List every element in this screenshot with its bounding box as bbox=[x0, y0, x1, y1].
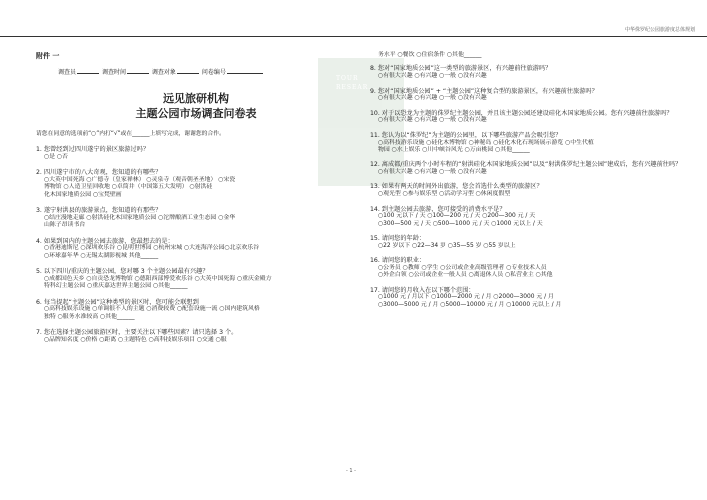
question-options[interactable]: ○有很大兴趣 ○有兴趣 ○一般 ○没有兴趣 bbox=[378, 73, 487, 80]
question-options[interactable]: ○有很大兴趣 ○有兴趣 ○一般 ○没有兴趣 bbox=[378, 169, 487, 175]
survey-info-row bbox=[58, 69, 356, 77]
question-9 bbox=[370, 257, 690, 280]
question-1 bbox=[36, 146, 356, 161]
question-options[interactable]: ○高科技娱乐设施 ○单调很不人的主题 ○消费较费 ○配套设施一流 ○国内建筑风格 bbox=[44, 306, 260, 313]
number-blank[interactable] bbox=[227, 73, 263, 74]
question-text: 7. 您在选择主题公园旅游区时，主要关注以下哪些因素？请只选择 3 个。 bbox=[36, 329, 238, 337]
question-text: 8. 您对“国家地质公园”这一类型的旅游景区，有兴趣前往旅游吗？ bbox=[370, 65, 552, 73]
question-text: 16. 请问您的职业： bbox=[370, 257, 426, 265]
question-text: 4. 如果到国内的主题公园去旅游，您最想去的是： bbox=[36, 237, 174, 245]
running-header: 中华侏罗纪公园旅游度总体规划 bbox=[624, 27, 695, 33]
question-2 bbox=[370, 88, 690, 103]
target-label: 调查对象 bbox=[151, 68, 176, 76]
question-7 bbox=[36, 329, 356, 344]
question-3 bbox=[36, 207, 356, 230]
question-text: 17. 请问您的月收入在以下哪个范围： bbox=[370, 286, 475, 294]
question-options[interactable]: ○有很大兴趣 ○有兴趣 ○一般 ○没有兴趣 bbox=[378, 95, 487, 102]
question-options[interactable]: 博物馆 ○人造卫星回收地 ○卓筒井（中国第五大发明） ○射洪硅 bbox=[44, 184, 213, 191]
question-options[interactable]: ○3000—5000 元 / 月 ○5000—10000 元 / 月 ○10000 元以上 / 月 bbox=[378, 301, 562, 308]
question-options[interactable]: ○1000 元 / 月以下 ○1000—2000 元 / 月 ○2000—3000 元 / 月 bbox=[378, 294, 554, 301]
question-options[interactable]: ○品牌知名度 ○价格 ○距离 ○主题特色 ○高科技娱乐项目 ○交通 ○服 bbox=[44, 336, 227, 343]
attachment-label: 附件 一 bbox=[36, 52, 60, 60]
question-text: 11. 您认为以“侏罗纪”为主题的公园里，以下哪些旅游产品会吸引您？ bbox=[370, 131, 562, 139]
question-options[interactable]: ○香港迪斯尼 ○深圳欢乐谷 ○昆明世博园 ○杭州宋城 ○大连海洋公园○北京欢乐谷 bbox=[44, 245, 260, 252]
question-7 bbox=[370, 206, 690, 229]
question-5 bbox=[36, 268, 356, 291]
question-options[interactable]: 山陈子昂读书台 bbox=[44, 222, 86, 229]
header-rule bbox=[0, 36, 707, 37]
surveyor-blank[interactable] bbox=[77, 73, 99, 74]
left-question-list bbox=[36, 146, 356, 344]
question-text: 6. 每当提起“主题公园”这种类型的景区时，您可能会联想到 bbox=[36, 298, 199, 306]
question-text: 1. 您曾经到过四川遂宁的景区旅游过吗？ bbox=[36, 146, 150, 154]
question-options[interactable]: ○公务员 ○教师 ○学生 ○公司或企业高级管理者 ○专业技术人员 bbox=[378, 264, 547, 271]
surveyor-label: 调查员 bbox=[58, 68, 77, 76]
question-1 bbox=[370, 65, 690, 80]
page-title bbox=[36, 92, 356, 121]
question-options[interactable]: ○外企白领 ○公司或企业一般人员 ○离退休人员 ○私营业主 ○其他 bbox=[378, 272, 553, 279]
question-text: 9. 您对“国家地质公园” + “主题公园”这种复合型的旅游景区，有兴趣前往旅游吗？ bbox=[370, 87, 598, 95]
question-6 bbox=[370, 183, 690, 198]
question-options[interactable]: ○100 元以下 / 天 ○100—200 元 / 天 ○200—300 元 / 天 bbox=[378, 213, 536, 220]
question-text: 14. 到主题公园去旅游，您可接受的消费水平是？ bbox=[370, 205, 506, 213]
question-6 bbox=[36, 299, 356, 322]
question-5 bbox=[370, 161, 690, 176]
question-text: 13. 如果有两天的时间外出旅游，您会首选什么类型的旅游区？ bbox=[370, 183, 543, 191]
left-column bbox=[36, 52, 356, 352]
question-text: 15. 请问您的年龄： bbox=[370, 235, 426, 242]
time-blank[interactable] bbox=[127, 73, 149, 74]
number-label: 问卷编号 bbox=[201, 68, 226, 76]
question-options[interactable]: ○300—500 元 / 天 ○500—1000 元 / 天 ○1000 元以上 / 天 bbox=[378, 220, 543, 227]
question-options[interactable]: 特科幻主题公园 ○重庆嘉达世界主题公园 ○其他______ bbox=[44, 283, 188, 290]
right-column bbox=[370, 52, 690, 316]
title-line-1: 远见旅研机构 bbox=[163, 92, 229, 106]
question-4 bbox=[36, 238, 356, 261]
page-number: - 1 - bbox=[346, 467, 356, 474]
target-blank[interactable] bbox=[177, 73, 199, 74]
right-question-list bbox=[370, 65, 690, 309]
question-options[interactable]: ○高科技游乐设施 ○硅化木博物馆 ○神秘岛 ○硅化木化石现场展示游览 ○中生代植 bbox=[378, 139, 594, 146]
question-options[interactable]: ○观光型 ○参与娱乐型 ○活动学习型 ○休闲度假型 bbox=[378, 191, 511, 198]
question-options[interactable]: 物园 ○水上娱乐 ○川中峡谷风光 ○万亩桃园 ○其他______ bbox=[378, 146, 530, 153]
intro-text: 请您在同意的选项前“○”内打“√”或在______上填写完成，谢谢您的合作。 bbox=[36, 130, 225, 137]
question-options[interactable]: ○有很大兴趣 ○有兴趣 ○一般 ○没有兴趣 bbox=[378, 117, 487, 124]
question-2 bbox=[36, 169, 356, 199]
question-options[interactable]: 化木国家地质公园 ○宝梵壁画 bbox=[44, 191, 122, 198]
question-8 bbox=[370, 235, 690, 250]
question-text: 3. 遂宁射洪县的旅游景点，您知道的有那些？ bbox=[36, 207, 162, 215]
question-options[interactable]: ○环球嘉年华 ○无锡太湖影视城 其他______ bbox=[44, 252, 159, 259]
question-text: 5. 以下四川/重庆的主题公园，您对哪 3 个主题公园最有兴趣？ bbox=[36, 268, 209, 276]
question-text: 12. 离成都/重庆两个小时车程的“射洪硅化木国家地质公园”以及“射洪侏罗纪主题公园”建成后，您有兴趣前往吗？ bbox=[370, 161, 682, 169]
title-line-2: 主题公园市场调查问卷表 bbox=[135, 106, 257, 120]
question-text: 2. 四川遂宁市的八大奇观，您知道的有哪些？ bbox=[36, 169, 162, 177]
watermark-text: TOUR RESEAR... bbox=[336, 75, 377, 91]
question-4 bbox=[370, 132, 690, 155]
question-3 bbox=[370, 110, 690, 125]
question-options[interactable]: ○成都国色天乡 ○自贡恐龙博物馆 ○德阳西部博爱欢乐谷 ○大英中国死海 ○重庆金殿方 bbox=[44, 275, 272, 282]
question-options[interactable]: ○是 ○否 bbox=[44, 153, 68, 160]
question-text: 10. 对于以恐龙为主题的侏罗纪主题公园，并且该主题公园还建设硅化木国家地质公园。您有兴趣前往旅游吗？ bbox=[370, 109, 673, 117]
question-options[interactable]: ○结庄漫地走廊 ○射洪硅化木国家地质公园 ○沱牌酿酒工业生态园 ○金华 bbox=[44, 214, 236, 221]
question-options[interactable]: 独特 ○服务水准较高 ○其他______ bbox=[44, 313, 135, 320]
question-options[interactable]: ○22 岁以下 ○22—34 岁 ○35—55 岁 ○55 岁以上 bbox=[378, 242, 516, 249]
continuation-line: 务水平 ○餐饮 ○住宿条件 ○其他______ bbox=[378, 52, 482, 58]
time-label: 调查时间 bbox=[101, 68, 126, 76]
question-10 bbox=[370, 287, 690, 310]
question-options[interactable]: ○大英中国死海 ○广德寺（皇家禅林） ○灵泉寺（观音朝圣圣地） ○宋瓷 bbox=[44, 176, 236, 183]
